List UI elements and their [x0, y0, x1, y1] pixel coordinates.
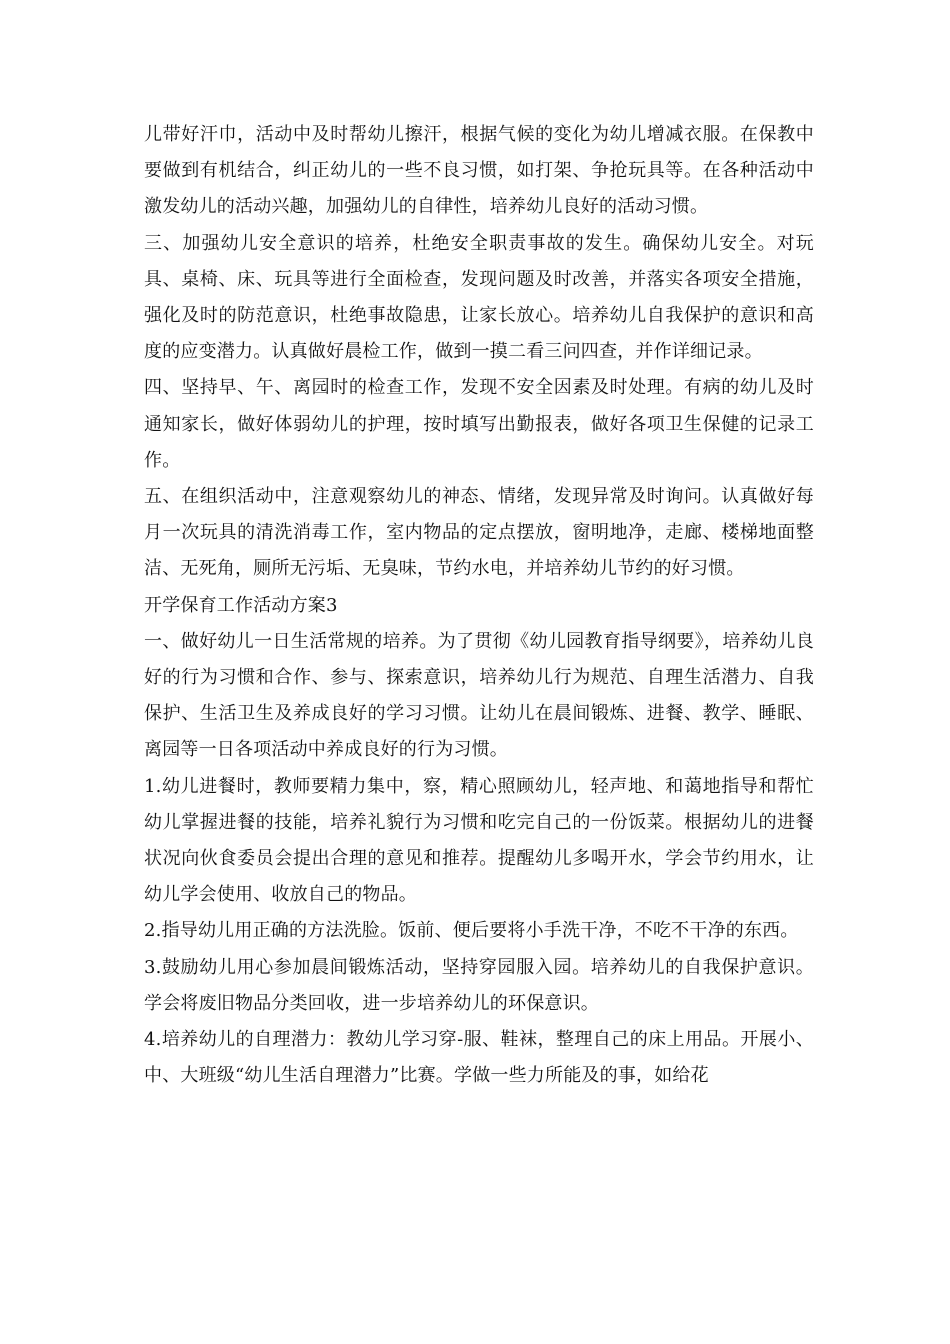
- paragraph-continuation: 儿带好汗巾，活动中及时帮幼儿擦汗，根据气候的变化为幼儿增减衣服。在保教中要做到有机结合，纠正幼儿的一些不良习惯，如打架、争抢玩具等。在各种活动中激发幼儿的活动兴趣，加强幼儿的自律性，培养幼儿良好的活动习惯。: [144, 124, 814, 218]
- list-item-4: 4.培养幼儿的自理潜力：教幼儿学习穿-服、鞋袜，整理自己的床上用品。开展小、中、大班级“幼儿生活自理潜力”比赛。学做一些力所能及的事，如给花: [144, 1029, 814, 1087]
- paragraph-section-5: 五、在组织活动中，注意观察幼儿的神态、情绪，发现异常及时询问。认真做好每月一次玩具的清洗消毒工作，室内物品的定点摆放，窗明地净，走廊、楼梯地面整洁、无死角，厕所无污垢、无臭味，节约水电，并培养幼儿节约的好习惯。: [144, 486, 814, 580]
- paragraph-section-1: 一、做好幼儿一日生活常规的培养。为了贯彻《幼儿园教育指导纲要》，培养幼儿良好的行为习惯和合作、参与、探索意识，培养幼儿行为规范、自理生活潜力、自我保护、生活卫生及养成良好的学习习惯。让幼儿在晨间锻炼、进餐、教学、睡眠、离园等一日各项活动中养成良好的行为习惯。: [144, 630, 814, 761]
- section-heading: 开学保育工作活动方案3: [144, 594, 338, 616]
- paragraph-section-4: 四、坚持早、午、离园时的检查工作，发现不安全因素及时处理。有病的幼儿及时通知家长，做好体弱幼儿的护理，按时填写出勤报表，做好各项卫生保健的记录工作。: [144, 377, 814, 471]
- document-body: [144, 117, 814, 1094]
- list-item-3: 3.鼓励幼儿用心参加晨间锻炼活动，坚持穿园服入园。培养幼儿的自我保护意识。学会将废旧物品分类回收，进一步培养幼儿的环保意识。: [144, 956, 814, 1014]
- paragraph-section-3: 三、加强幼儿安全意识的培养，杜绝安全职责事故的发生。确保幼儿安全。对玩具、桌椅、床、玩具等进行全面检查，发现问题及时改善，并落实各项安全措施，强化及时的防范意识，杜绝事故隐患，让家长放心。培养幼儿自我保护的意识和高度的应变潜力。认真做好晨检工作，做到一摸二看三问四查，并作详细记录。: [144, 232, 814, 363]
- list-item-2: 2.指导幼儿用正确的方法洗脸。饭前、便后要将小手洗干净，不吃不干净的东西。: [144, 920, 799, 942]
- list-item-1: 1.幼儿进餐时，教师要精力集中，察，精心照顾幼儿，轻声地、和蔼地指导和帮忙幼儿掌握进餐的技能，培养礼貌行为习惯和吃完自己的一份饭菜。根据幼儿的进餐状况向伙食委员会提出合理的意见和推荐。提醒幼儿多喝开水，学会节约用水，让幼儿学会使用、收放自己的物品。: [144, 775, 814, 906]
